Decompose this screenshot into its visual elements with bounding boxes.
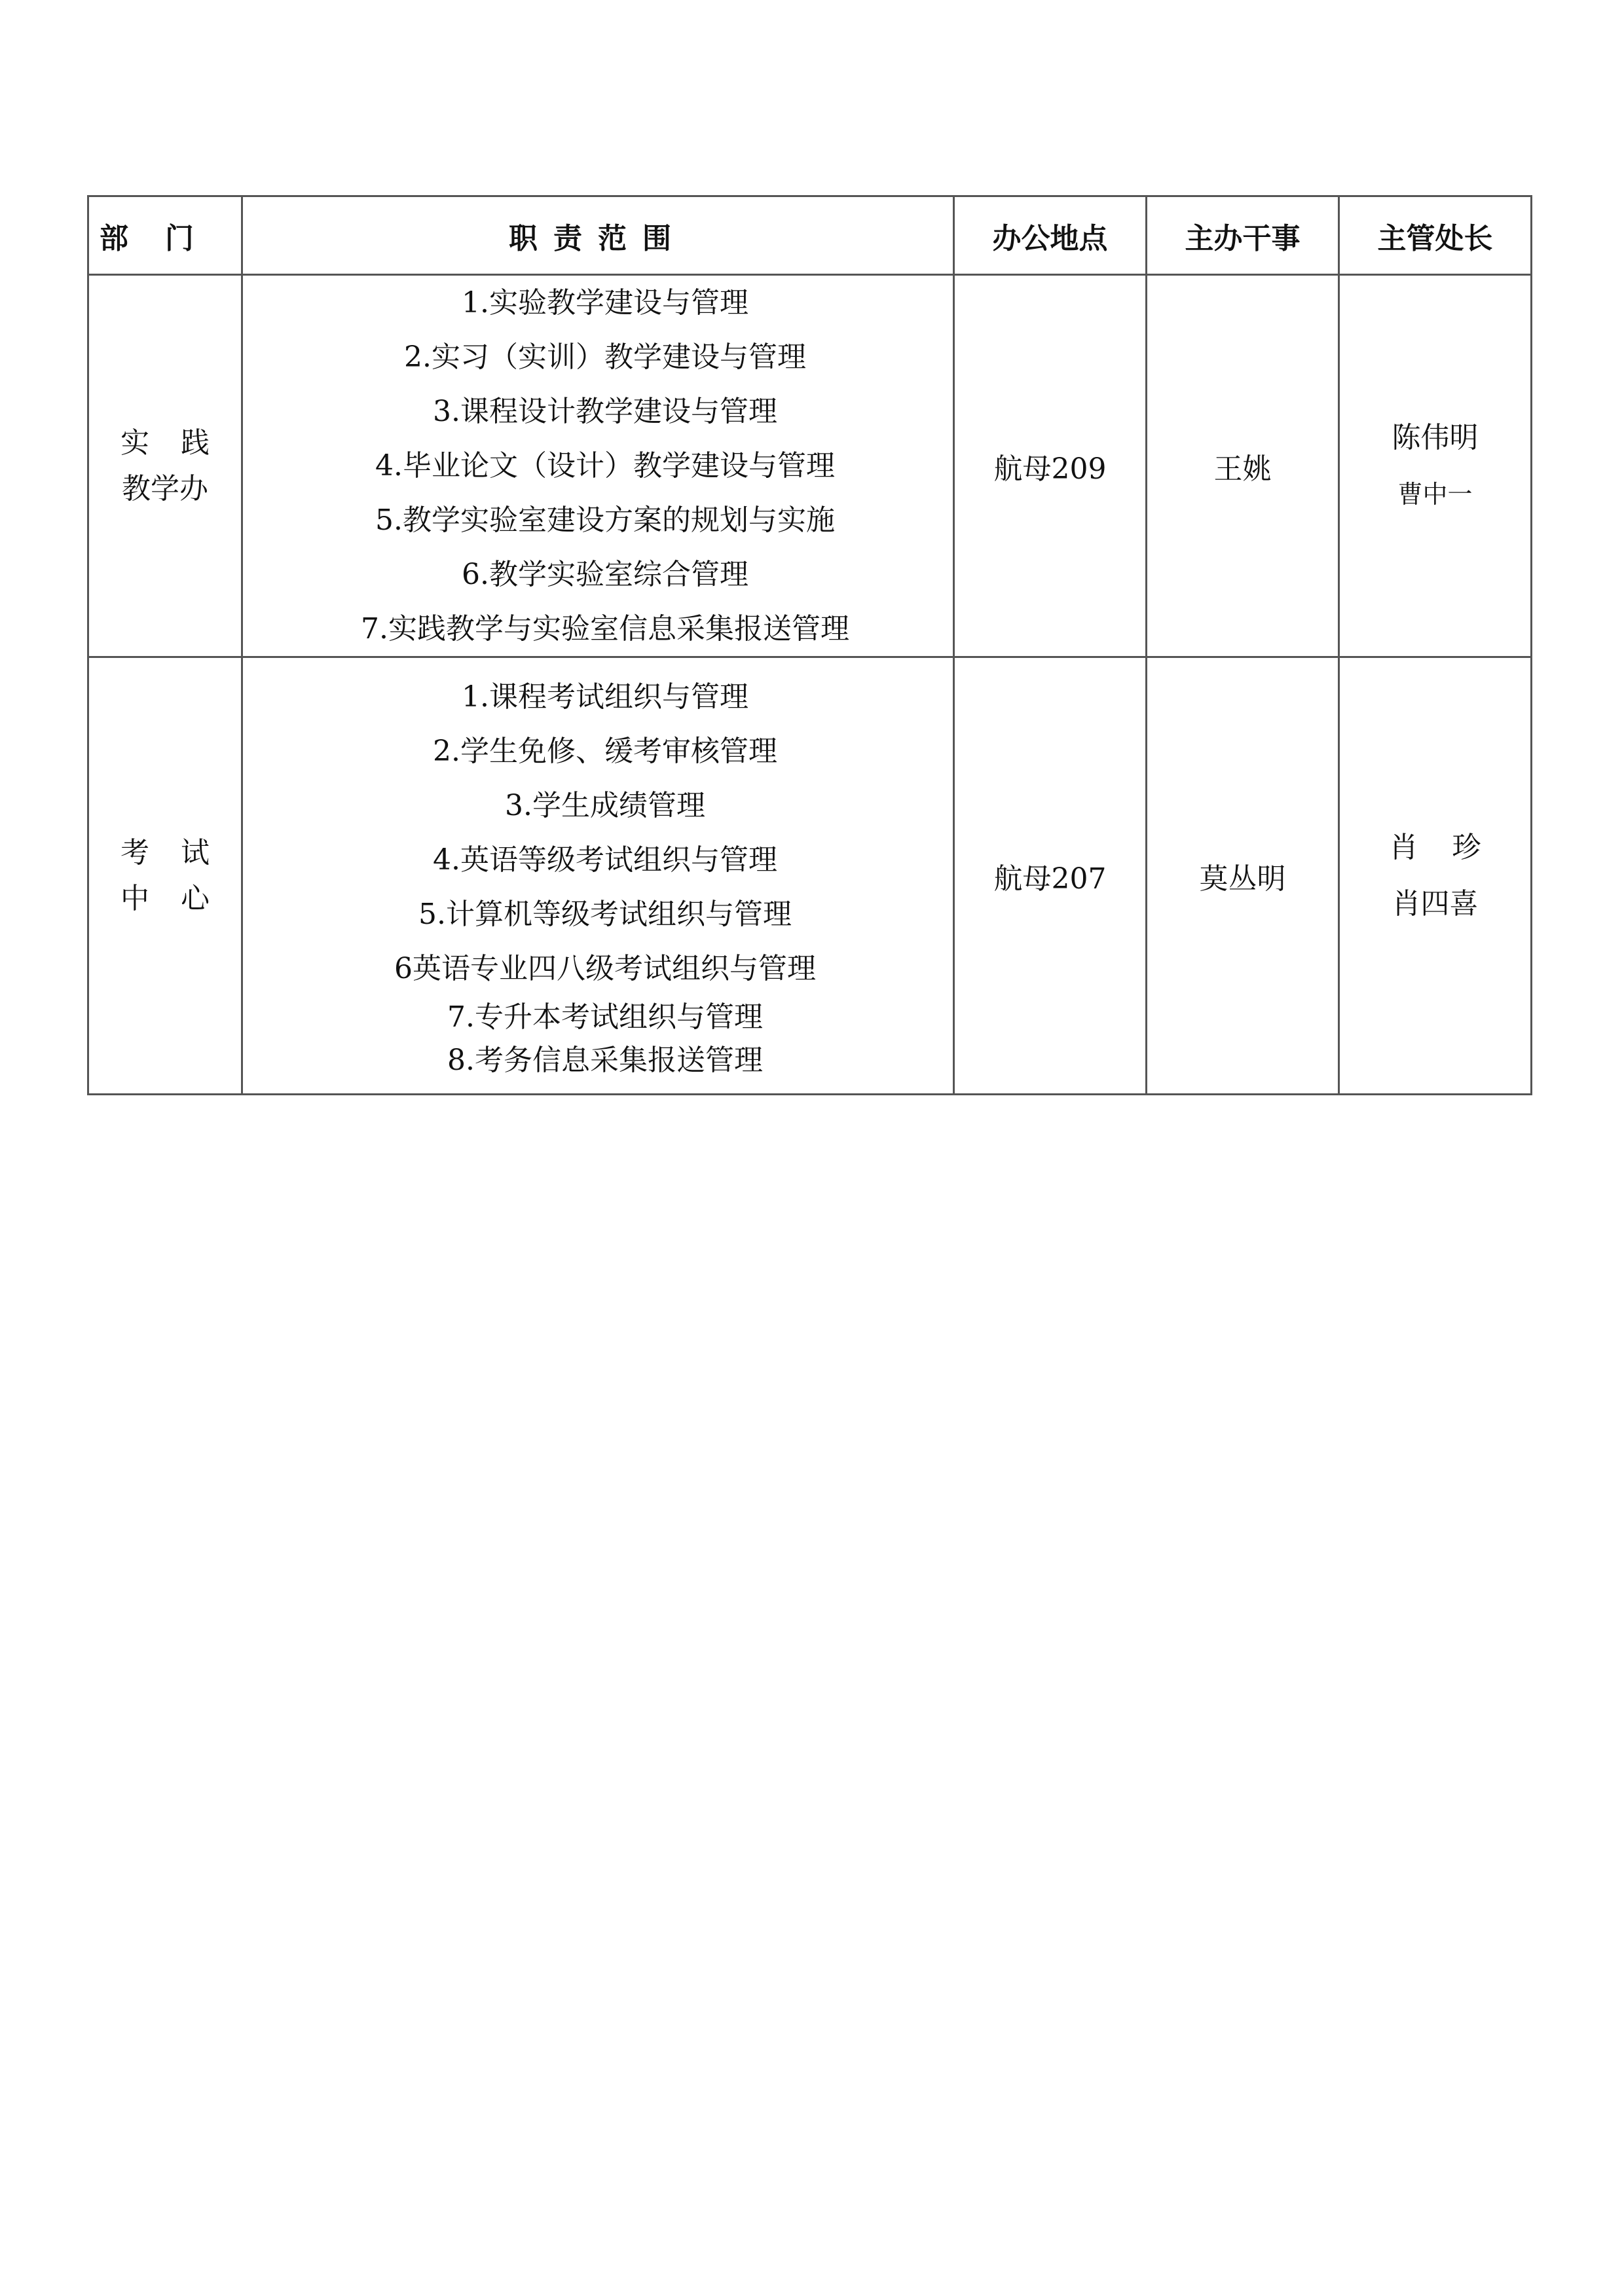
staff-cell: 莫丛明 [1147,657,1339,1095]
dept-cell [88,275,242,657]
scope-item: 4.毕业论文（设计）教学建设与管理 [375,449,835,483]
header-dept: 部门 [88,196,242,275]
dept-name-line: 教学办 [122,471,208,505]
staff-cell: 王姚 [1147,275,1339,657]
table-row [88,275,1532,657]
scope-list [257,670,953,1082]
scope-item: 8.考务信息采集报送管理 [447,1043,763,1077]
scope-item: 2.学生免修、缓考审核管理 [433,734,777,768]
scope-item: 7.专升本考试组织与管理 [447,1000,763,1034]
scope-item: 7.实践教学与实验室信息采集报送管理 [361,612,849,646]
head-name: 肖四喜 [1392,886,1479,920]
scope-item: 3.学生成绩管理 [505,788,705,822]
scope-item: 2.实习（实训）教学建设与管理 [404,340,806,374]
header-staff: 主办干事 [1147,196,1339,275]
dept-name-line: 实践 [120,426,241,460]
header-head: 主管处长 [1339,196,1532,275]
dept-name-line: 考试 [120,835,241,869]
scope-item: 3.课程设计教学建设与管理 [433,395,777,428]
scope-item: 4.英语等级考试组织与管理 [433,843,777,877]
head-name: 曹中一 [1397,479,1473,509]
table-row [88,657,1532,1095]
header-scope: 职责范围 [242,196,954,275]
scope-cell [242,275,954,657]
scope-item: 6英语专业四八级考试组织与管理 [394,951,816,985]
scope-item: 5.计算机等级考试组织与管理 [418,897,792,931]
scope-list [257,276,953,656]
scope-item: 1.实验教学建设与管理 [462,286,748,319]
location-cell: 航母207 [954,657,1147,1095]
location-cell: 航母209 [954,275,1147,657]
duty-table [87,195,1532,1095]
dept-name-line: 中心 [120,881,241,915]
head-cell [1339,275,1532,657]
scope-cell [242,657,954,1095]
dept-cell [88,657,242,1095]
head-name: 陈伟明 [1392,420,1479,454]
scope-item: 1.课程考试组织与管理 [462,680,748,714]
table-header-row [88,196,1532,275]
scope-item: 5.教学实验室建设方案的规划与实施 [375,503,835,537]
header-location: 办公地点 [954,196,1147,275]
head-cell [1339,657,1532,1095]
head-name: 肖珍 [1389,830,1515,864]
scope-item: 6.教学实验室综合管理 [462,558,748,591]
